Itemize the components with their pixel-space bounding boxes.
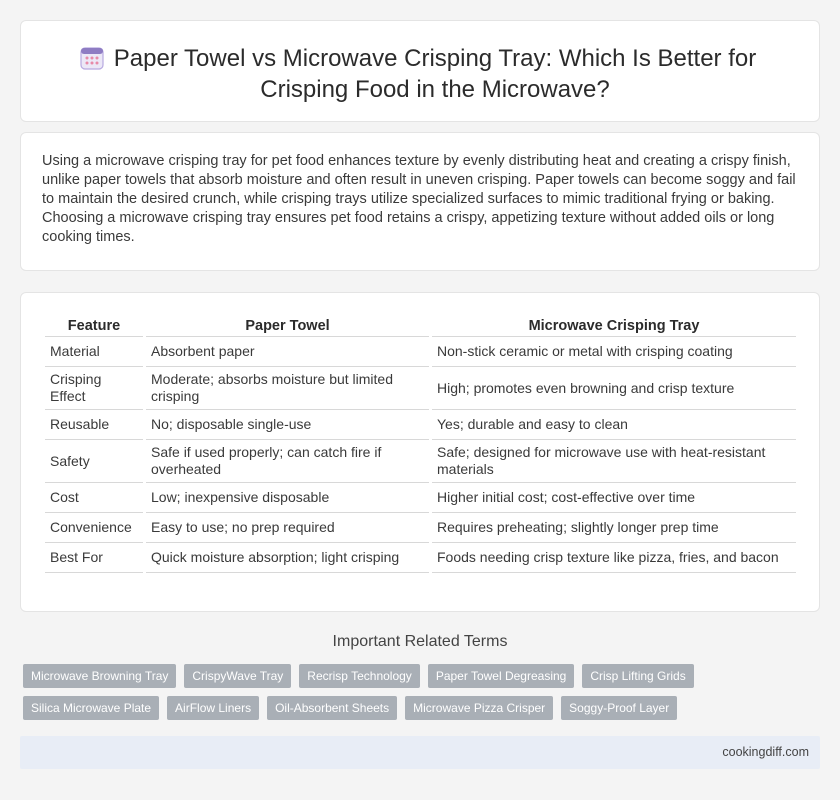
row-crisping-tray: Requires preheating; slightly longer prep time <box>432 513 796 543</box>
intro-card <box>20 132 820 271</box>
related-terms-tags <box>20 664 820 728</box>
table-row <box>45 410 796 440</box>
footer <box>20 736 820 769</box>
page-title: Paper Towel vs Microwave Crisping Tray: Which Is Better for Crisping Food in the Microwave? <box>113 45 757 103</box>
row-crisping-tray: Yes; durable and easy to clean <box>432 410 796 440</box>
tag-silica-microwave-plate[interactable]: Silica Microwave Plate <box>23 696 159 720</box>
related-terms-title: Important Related Terms <box>332 633 508 650</box>
row-feature: Safety <box>45 440 143 483</box>
tag-microwave-pizza-crisper[interactable]: Microwave Pizza Crisper <box>405 696 553 720</box>
row-paper-towel: Easy to use; no prep required <box>146 513 429 543</box>
row-paper-towel: Low; inexpensive disposable <box>146 483 429 513</box>
row-feature: Best For <box>45 543 143 573</box>
tag-row <box>23 664 820 688</box>
tag-oil-absorbent-sheets[interactable]: Oil-Absorbent Sheets <box>267 696 397 720</box>
tag-airflow-liners[interactable]: AirFlow Liners <box>167 696 259 720</box>
comparison-table <box>42 315 799 573</box>
tag-paper-towel-degreasing[interactable]: Paper Towel Degreasing <box>428 664 575 688</box>
table-row <box>45 337 796 367</box>
row-paper-towel: Moderate; absorbs moisture but limited crisping <box>146 367 429 410</box>
row-paper-towel: No; disposable single-use <box>146 410 429 440</box>
row-feature: Convenience <box>45 513 143 543</box>
table-row <box>45 513 796 543</box>
row-crisping-tray: High; promotes even browning and crisp texture <box>432 367 796 410</box>
comparison-table-card <box>20 292 820 612</box>
table-row <box>45 367 796 410</box>
row-paper-towel: Quick moisture absorption; light crisping <box>146 543 429 573</box>
table-row <box>45 543 796 573</box>
tag-crispywave-tray[interactable]: CrispyWave Tray <box>184 664 291 688</box>
table-row <box>45 483 796 513</box>
header-crisping-tray: Microwave Crisping Tray <box>432 315 796 337</box>
table-header-row <box>45 315 796 337</box>
header-paper-towel: Paper Towel <box>146 315 429 337</box>
tag-soggy-proof-layer[interactable]: Soggy-Proof Layer <box>561 696 677 720</box>
row-paper-towel: Safe if used properly; can catch fire if overheated <box>146 440 429 483</box>
tag-recrisp-technology[interactable]: Recrisp Technology <box>299 664 420 688</box>
intro-paragraph: Using a microwave crisping tray for pet food enhances texture by evenly distributing heat and creating a crispy finish, unlike paper towels that absorb moisture and often result in uneven crisping. Paper towels can become soggy and fail to maintain the desired crunch, while crisping trays utilize specialized surfaces to mimic traditional frying or baking. Choosing a microwave crisping tray ensures pet food retains a crispy, appetizing texture without added oils or long cooking times. <box>42 153 796 245</box>
tag-microwave-browning-tray[interactable]: Microwave Browning Tray <box>23 664 176 688</box>
header-feature: Feature <box>45 315 143 337</box>
row-feature: Crisping Effect <box>45 367 143 410</box>
row-crisping-tray: Foods needing crisp texture like pizza, fries, and bacon <box>432 543 796 573</box>
table-row <box>45 440 796 483</box>
tag-crisp-lifting-grids[interactable]: Crisp Lifting Grids <box>582 664 693 688</box>
row-feature: Material <box>45 337 143 367</box>
row-paper-towel: Absorbent paper <box>146 337 429 367</box>
row-feature: Reusable <box>45 410 143 440</box>
footer-site-link[interactable]: cookingdiff.com <box>722 745 809 759</box>
row-crisping-tray: Safe; designed for microwave use with heat-resistant materials <box>432 440 796 483</box>
title-card <box>20 20 820 122</box>
tag-row <box>23 696 820 720</box>
row-feature: Cost <box>45 483 143 513</box>
row-crisping-tray: Non-stick ceramic or metal with crisping coating <box>432 337 796 367</box>
row-crisping-tray: Higher initial cost; cost-effective over time <box>432 483 796 513</box>
